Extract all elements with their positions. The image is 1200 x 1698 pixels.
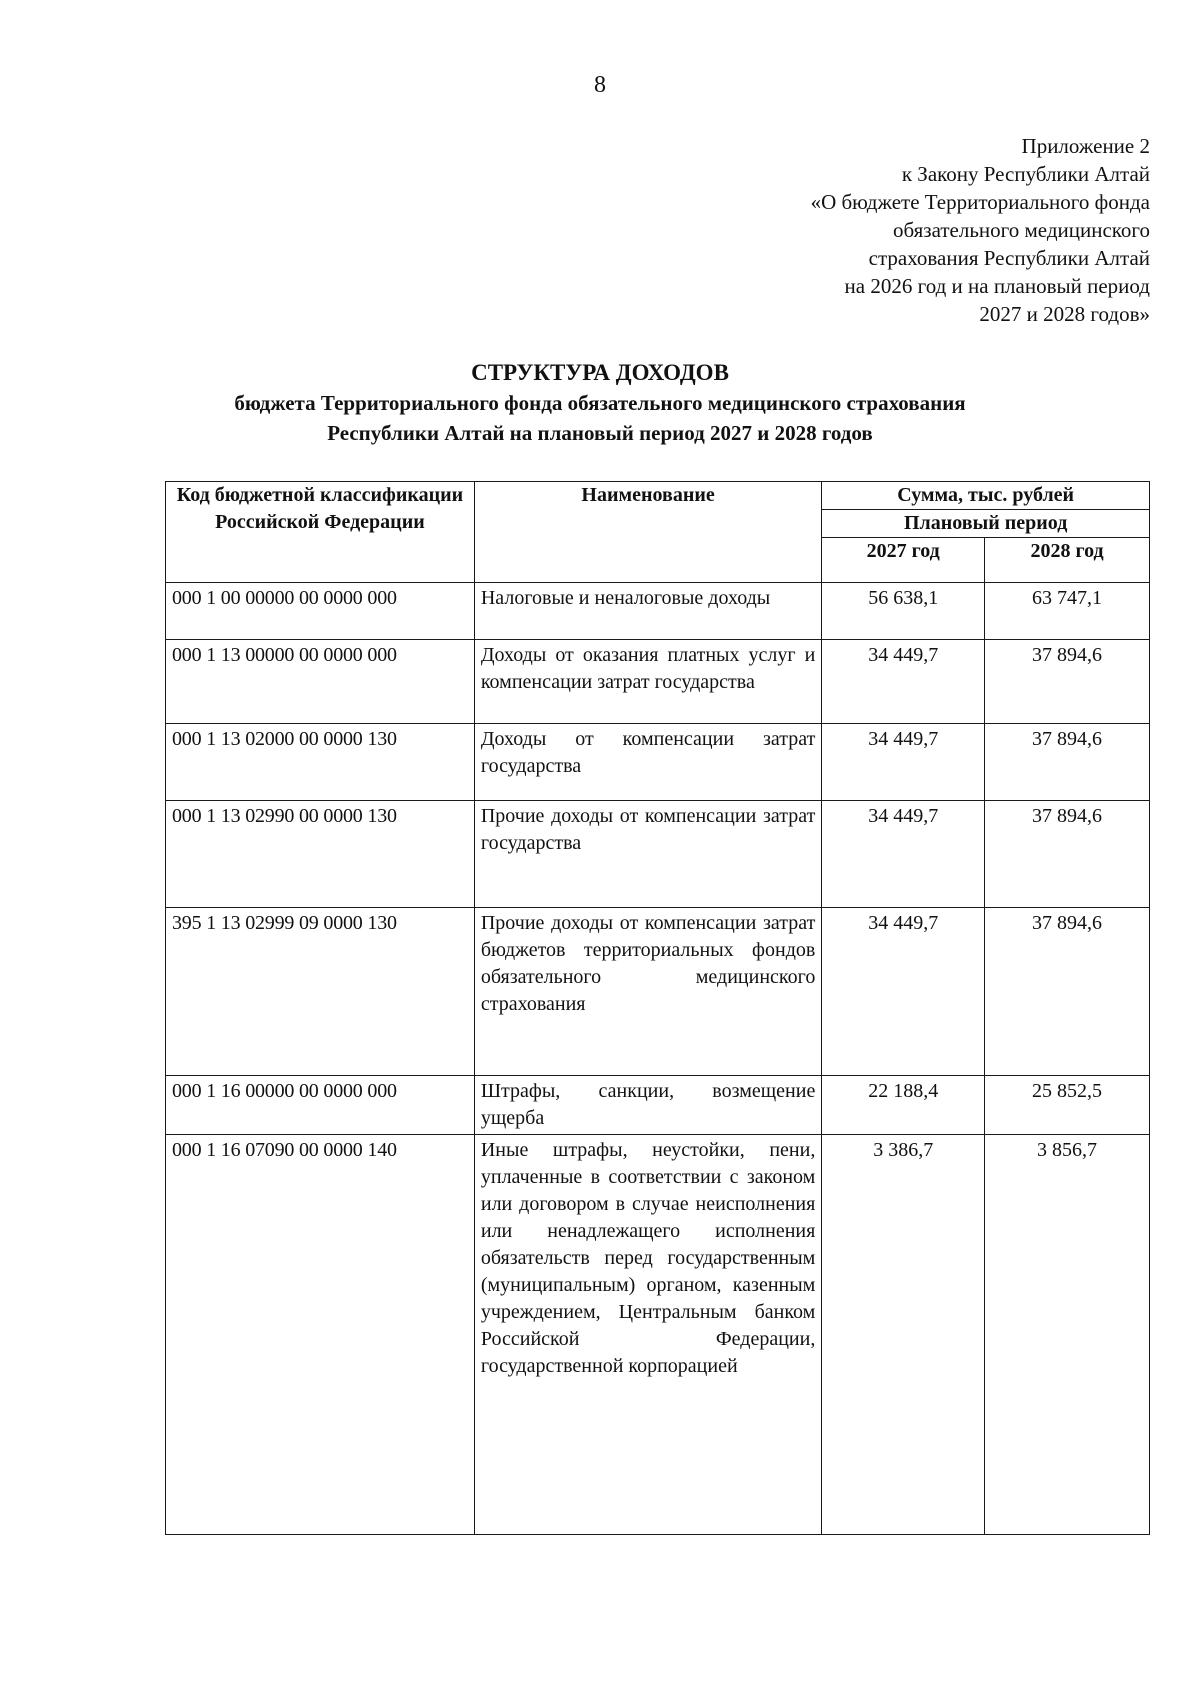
cell-name: Прочие доходы от компенсации затрат бюджетов территориальных фондов обязательного медицинского страхования <box>474 908 821 1076</box>
cell-2028: 37 894,6 <box>985 640 1150 724</box>
cell-2027: 34 449,7 <box>822 908 985 1076</box>
cell-2028: 37 894,6 <box>985 724 1150 801</box>
cell-code: 000 1 13 02990 00 0000 130 <box>166 801 475 908</box>
appendix-line: «О бюджете Территориального фонда <box>810 190 1150 214</box>
income-structure-table <box>165 481 1150 1535</box>
appendix-line: страхования Республики Алтай <box>868 246 1150 270</box>
cell-2027: 34 449,7 <box>822 724 985 801</box>
table-row <box>166 908 1150 1076</box>
header-year-2028: 2028 год <box>985 538 1150 583</box>
table-row <box>166 583 1150 640</box>
table-row <box>166 801 1150 908</box>
cell-code: 000 1 00 00000 00 0000 000 <box>166 583 475 640</box>
header-year-2027: 2027 год <box>822 538 985 583</box>
appendix-line: Приложение 2 <box>1021 134 1150 158</box>
document-title <box>0 358 1200 448</box>
title-subtitle-line: Республики Алтай на плановый период 2027 и 2028 годов <box>327 421 873 445</box>
cell-name: Прочие доходы от компенсации затрат государства <box>474 801 821 908</box>
table-row <box>166 1135 1150 1535</box>
cell-name: Налоговые и неналоговые доходы <box>474 583 821 640</box>
title-main: СТРУКТУРА ДОХОДОВ <box>471 360 729 385</box>
appendix-line: 2027 и 2028 годов» <box>979 302 1150 326</box>
page-number: 8 <box>594 72 606 98</box>
appendix-line: обязательного медицинского <box>892 218 1150 242</box>
cell-2028: 3 856,7 <box>985 1135 1150 1535</box>
table-row <box>166 1076 1150 1135</box>
cell-name: Штрафы, санкции, возмещение ущерба <box>474 1076 821 1135</box>
cell-2027: 56 638,1 <box>822 583 985 640</box>
cell-2027: 34 449,7 <box>822 801 985 908</box>
cell-2027: 34 449,7 <box>822 640 985 724</box>
cell-code: 000 1 16 00000 00 0000 000 <box>166 1076 475 1135</box>
cell-code: 000 1 13 00000 00 0000 000 <box>166 640 475 724</box>
cell-name: Доходы от компенсации затрат государства <box>474 724 821 801</box>
cell-2027: 3 386,7 <box>822 1135 985 1535</box>
header-code: Код бюджетной классификации Российской Федерации <box>166 482 475 583</box>
appendix-line: на 2026 год и на плановый период <box>844 274 1150 298</box>
table-row <box>166 724 1150 801</box>
header-name: Наименование <box>474 482 821 583</box>
cell-2028: 25 852,5 <box>985 1076 1150 1135</box>
header-sum: Сумма, тыс. рублей <box>822 482 1150 510</box>
appendix-line: к Закону Республики Алтай <box>901 162 1150 186</box>
cell-2028: 37 894,6 <box>985 801 1150 908</box>
table-row <box>166 640 1150 724</box>
title-subtitle-line: бюджета Территориального фонда обязательного медицинского страхования <box>234 391 966 415</box>
cell-name: Доходы от оказания платных услуг и компенсации затрат государства <box>474 640 821 724</box>
cell-name: Иные штрафы, неустойки, пени, уплаченные в соответствии с законом или договором в случае неисполнения или ненадлежащего исполнения обязательств перед государственным (муниципальным) органом, казенным учреждением, Центральным банком Российской Федерации, государственной корпорацией <box>474 1135 821 1535</box>
cell-2028: 37 894,6 <box>985 908 1150 1076</box>
cell-code: 000 1 13 02000 00 0000 130 <box>166 724 475 801</box>
appendix-header <box>811 132 1150 328</box>
header-planned-period: Плановый период <box>822 510 1150 538</box>
cell-code: 000 1 16 07090 00 0000 140 <box>166 1135 475 1535</box>
cell-code: 395 1 13 02999 09 0000 130 <box>166 908 475 1076</box>
cell-2027: 22 188,4 <box>822 1076 985 1135</box>
cell-2028: 63 747,1 <box>985 583 1150 640</box>
